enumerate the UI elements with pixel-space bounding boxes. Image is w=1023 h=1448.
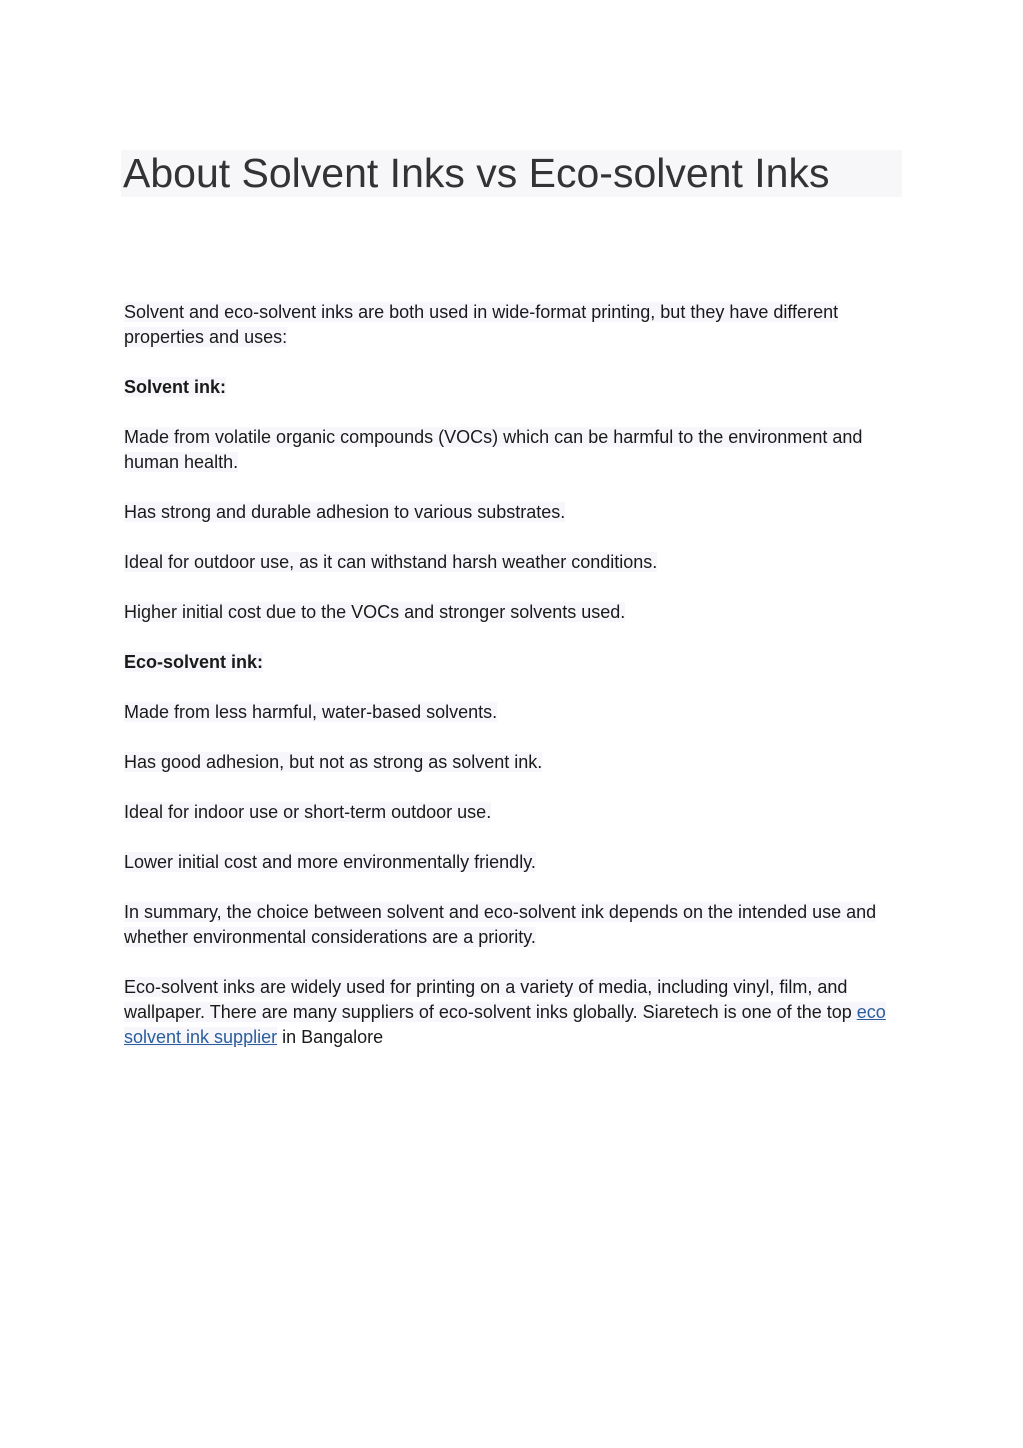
- summary-paragraph: In summary, the choice between solvent and eco-solvent ink depends on the intended use and whether environmental considerations are a priority.: [124, 902, 877, 947]
- eco-solvent-point-3: Ideal for indoor use or short-term outdoor use.: [124, 802, 492, 822]
- intro-paragraph: [124, 300, 914, 350]
- closing-text-before: Eco-solvent inks are widely used for printing on a variety of media, including vinyl, film, and wallpaper. There are many suppliers of eco-solvent inks globally. Siaretech is one of the top: [124, 977, 857, 1022]
- solvent-point-4: Higher initial cost due to the VOCs and stronger solvents used.: [124, 602, 626, 622]
- eco-solvent-ink-supplier-link[interactable]: eco solvent ink supplier: [124, 1002, 886, 1047]
- intro-text: Solvent and eco-solvent inks are both used in wide-format printing, but they have different properties and uses:: [124, 302, 839, 347]
- eco-solvent-point-4: Lower initial cost and more environmentally friendly.: [124, 852, 536, 872]
- closing-paragraph: [124, 975, 914, 1050]
- eco-solvent-point-1: Made from less harmful, water-based solvents.: [124, 702, 498, 722]
- eco-solvent-ink-heading: Eco-solvent ink:: [124, 652, 264, 672]
- closing-text-after: in Bangalore: [277, 1027, 384, 1047]
- solvent-point-1: Made from volatile organic compounds (VOCs) which can be harmful to the environment and human health.: [124, 427, 863, 472]
- solvent-point-3: Ideal for outdoor use, as it can withstand harsh weather conditions.: [124, 552, 658, 572]
- page-title: About Solvent Inks vs Eco-solvent Inks: [121, 150, 902, 197]
- eco-solvent-point-2: Has good adhesion, but not as strong as solvent ink.: [124, 752, 543, 772]
- solvent-ink-heading: Solvent ink:: [124, 377, 227, 397]
- solvent-point-2: Has strong and durable adhesion to various substrates.: [124, 502, 566, 522]
- document-body: [124, 300, 914, 1075]
